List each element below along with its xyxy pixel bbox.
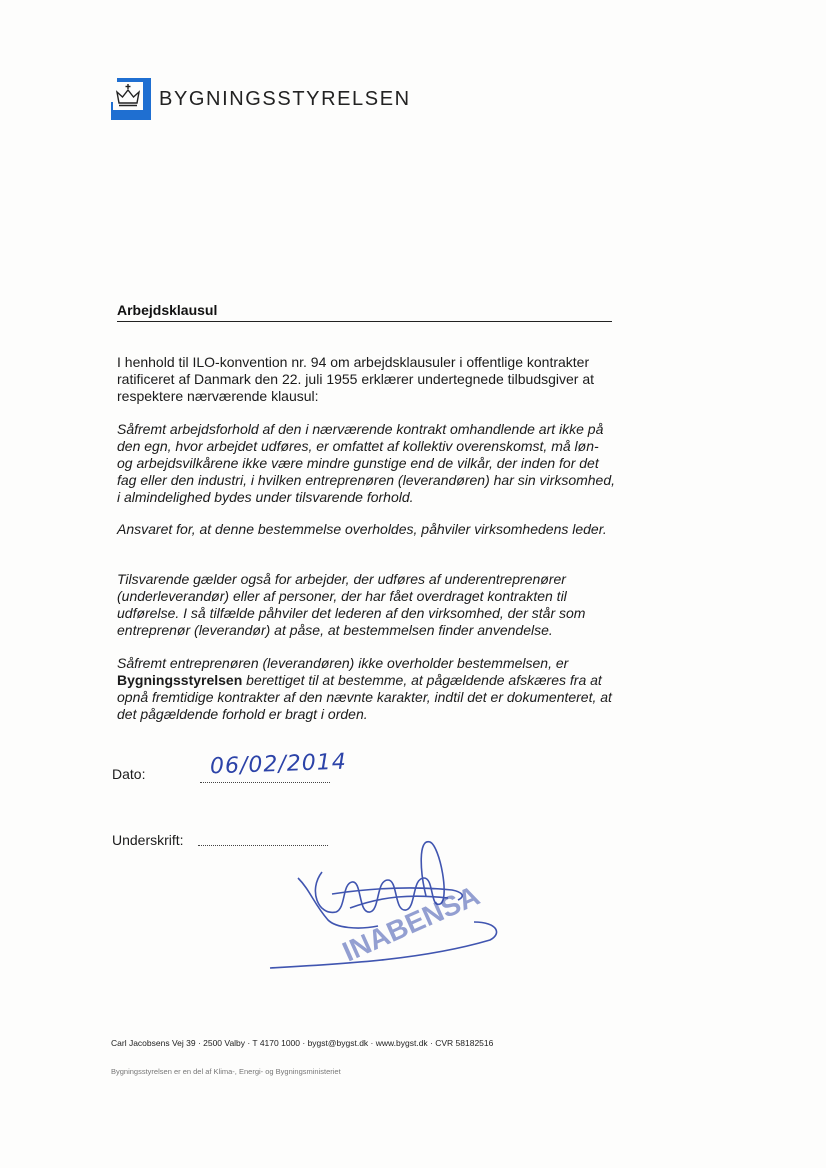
crown-logo-icon — [111, 76, 151, 120]
date-line — [200, 782, 330, 783]
org-logo — [111, 76, 411, 122]
clause-paragraph-1: Såfremt arbejdsforhold af den i nærværende kontrakt omhandlende art ikke på den egn, hvor arbejdet udføres, er omfattet af kollektiv overenskomst, må løn- og arbejdsvilkårene ikke være mindre gunstige end de vilkår, der inden for det fag eller den industri, i hvilken entreprenøren (leverandøren) har sin virksomhed, i almindelighed bydes under tilsvarende forhold. — [117, 421, 616, 505]
org-name: BYGNINGSSTYRELSEN — [159, 88, 411, 110]
clause-4-rest: berettiget til at bestemme, at pågældende afskæres fra at opnå fremtidige kontrakter af den nævnte karakter, indtil det er dokumenteret, at det pågældende forhold er bragt i orden. — [117, 672, 612, 722]
document-title: Arbejdsklausul — [117, 302, 218, 318]
clause-paragraph-4 — [117, 655, 617, 723]
title-divider — [117, 321, 612, 322]
signature-stamp[interactable] — [262, 838, 542, 978]
footer-address: Carl Jacobsens Vej 39 · 2500 Valby · T 4170 1000 · bygst@bygst.dk · www.bygst.dk · CVR 58182516 — [111, 1038, 494, 1048]
date-value[interactable]: 06/02/2014 — [209, 749, 348, 780]
stamp-text: INABENSA — [337, 879, 485, 968]
clause-4-intro: Såfremt entreprenøren (leverandøren) ikke overholder bestemmelsen, er — [117, 655, 569, 671]
date-label: Dato: — [112, 766, 146, 782]
document-title-block — [117, 302, 612, 322]
footer-ministry-note: Bygningsstyrelsen er en del af Klima-, Energi- og Bygningsministeriet — [111, 1067, 341, 1076]
clause-paragraph-3: Tilsvarende gælder også for arbejder, der udføres af underentreprenører (underleverandør) eller af personer, der har fået overdraget kontrakten til udførelse. I så tilfælde påhviler det lederen af den virksomhed, der står som entreprenør (leverandør) at påse, at bestemmelsen finder anvendelse. — [117, 571, 586, 638]
signature-label: Underskrift: — [112, 832, 184, 848]
intro-paragraph: I henhold til ILO-konvention nr. 94 om arbejdsklausuler i offentlige kontrakter ratificeret af Danmark den 22. juli 1955 erklærer undertegnede tilbudsgiver at respektere nærværende klausul: — [117, 354, 595, 404]
clause-4-org-name: Bygningsstyrelsen — [117, 672, 243, 688]
clause-paragraph-2: Ansvaret for, at denne bestemmelse overholdes, påhviler virksomhedens leder. — [117, 521, 607, 537]
